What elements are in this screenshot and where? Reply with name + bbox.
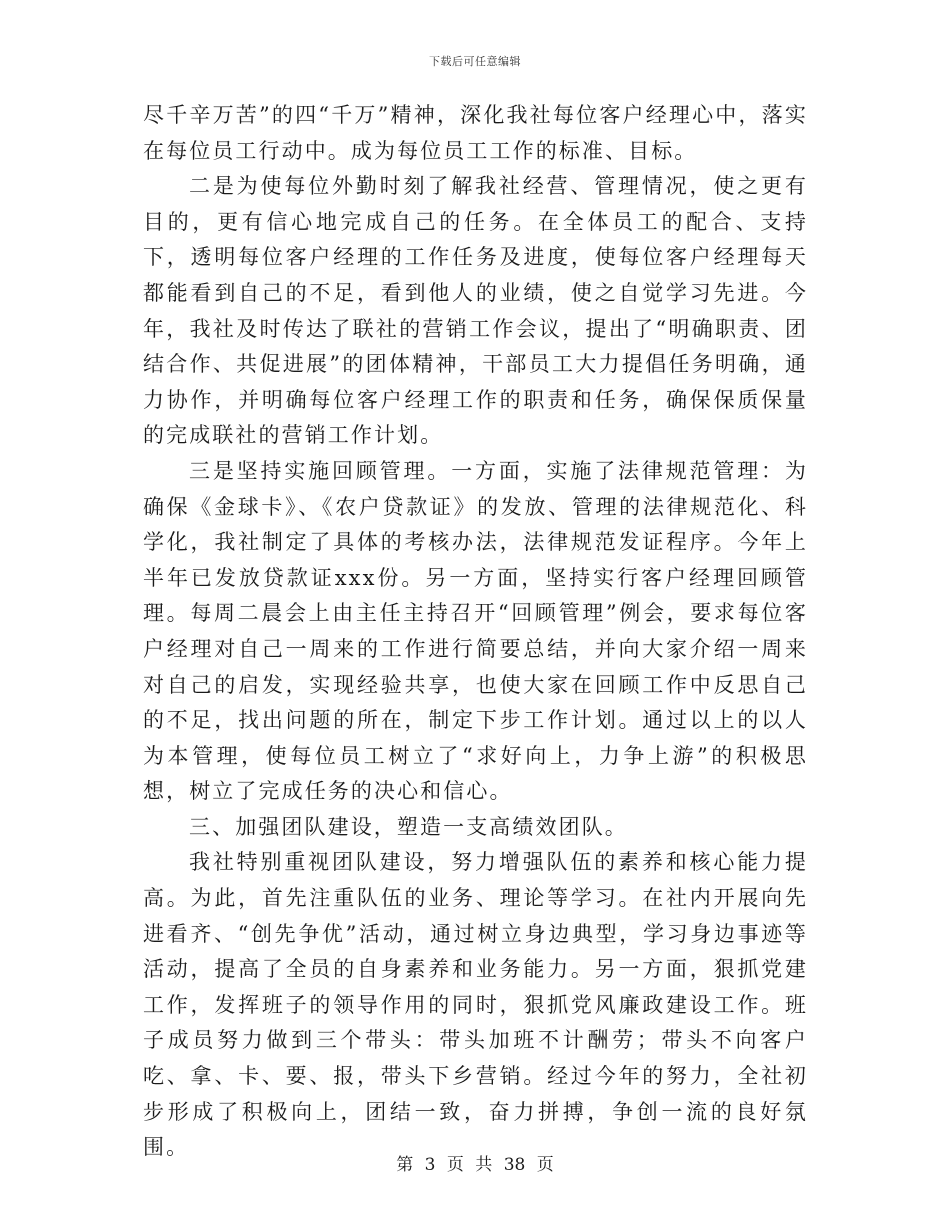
page-number-footer: 第 3 页 共 38 页 [396,1155,554,1175]
paragraph-point-two: 二是为使每位外勤时刻了解我社经营、管理情况，使之更有目的，更有信心地完成自己的任务。在全体员工的配合、支持下，透明每位客户经理的工作任务及进度，使每位客户经理每天都能看到自己的不足，看到他人的业绩，使之自觉学习先进。今年，我社及时传达了联社的营销工作会议，提出了“明确职责、团结合作、共促进展”的团体精神，干部员工大力提倡任务明确，通力协作，并明确每位客户经理工作的职责和任务，确保保质保量的完成联社的营销工作计划。 [143,174,808,448]
section-heading-team-building: 三、加强团队建设，塑造一支高绩效团队。 [189,814,628,839]
page-header-note: 下载后可任意编辑 [429,55,521,68]
paragraph-continuation: 尽千辛万苦”的四“千万”精神，深化我社每位客户经理心中，落实在每位员工行动中。成为每位员工工作的标准、目标。 [143,103,808,163]
document-body [143,98,808,1166]
paragraph-team-building: 我社特别重视团队建设，努力增强队伍的素养和核心能力提高。为此，首先注重队伍的业务、理论等学习。在社内开展向先进看齐、“创先争优”活动，通过树立身边典型，学习身边事迹等活动，提高了全员的自身素养和业务能力。另一方面，狠抓党建工作，发挥班子的领导作用的同时，狠抓党风廉政建设工作。班子成员努力做到三个带头：带头加班不计酬劳；带头不向客户吃、拿、卡、要、报，带头下乡营销。经过今年的努力，全社初步形成了积极向上，团结一致，奋力拼搏，争创一流的良好氛围。 [143,850,808,1160]
paragraph-point-three: 三是坚持实施回顾管理。一方面，实施了法律规范管理：为确保《金球卡》、《农户贷款证》的发放、管理的法律规范化、科学化，我社制定了具体的考核办法，法律规范发证程序。今年上半年已发放贷款证xxx份。另一方面，坚持实行客户经理回顾管理。每周二晨会上由主任主持召开“回顾管理”例会，要求每位客户经理对自己一周来的工作进行简要总结，并向大家介绍一周来对自己的启发，实现经验共享，也使大家在回顾工作中反思自己的不足，找出问题的所在，制定下步工作计划。通过以上的以人为本管理，使每位员工树立了“求好向上，力争上游”的积极思想，树立了完成任务的决心和信心。 [143,458,808,804]
